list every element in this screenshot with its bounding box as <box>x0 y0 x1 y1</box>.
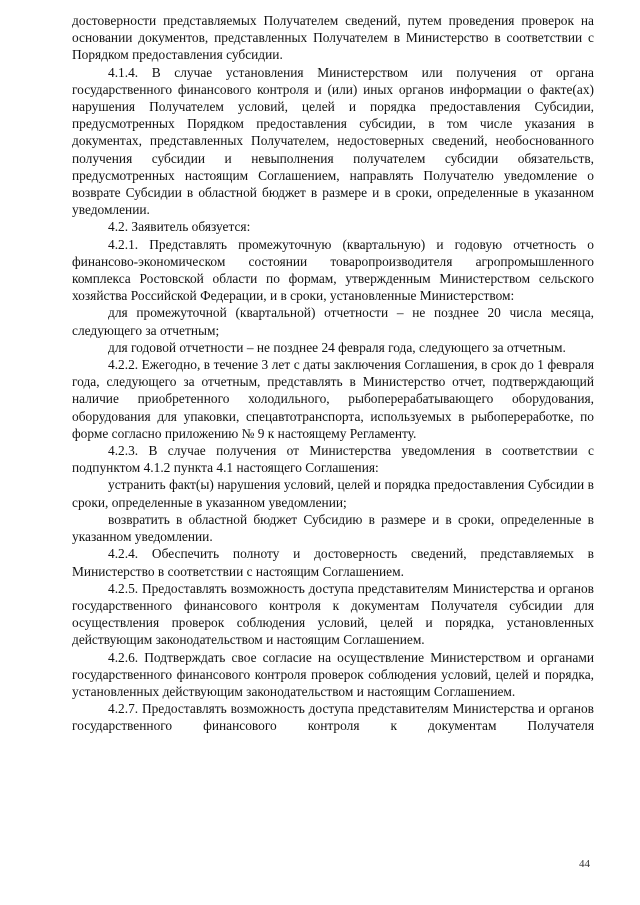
paragraph-return-subsidy: возвратить в областной бюджет Субсидию в размере и в сроки, определенные в указанном уведомлении. <box>72 511 594 545</box>
paragraph-4-2-5: 4.2.5. Предоставлять возможность доступа представителям Министерства и органов государственного финансового контроля к документам Получателя субсидии для осуществления проверок соблюдения условий, целей и порядка, установленных действующим законодательством и настоящим Соглашением. <box>72 580 594 648</box>
paragraph-4-2-7: 4.2.7. Предоставлять возможность доступа представителям Министерства и органов государственного финансового контроля к документам Получателя <box>72 701 594 734</box>
paragraph-4-2-4: 4.2.4. Обеспечить полноту и достоверность сведений, представляемых в Министерство в соответствии с настоящим Соглашением. <box>72 546 594 579</box>
paragraph-4-2-heading: 4.2. Заявитель обязуется: <box>108 219 251 235</box>
page-number: 44 <box>579 858 590 870</box>
paragraph-4-2-6: 4.2.6. Подтверждать свое согласие на осуществление Министерством и органами государственного финансового контроля проверок соблюдения условий, целей и порядка, установленных действующим законодательством и настоящим Соглашением. <box>72 649 594 699</box>
paragraph-4-2-1: 4.2.1. Представлять промежуточную (квартальную) и годовую отчетность о финансово-экономическом состоянии товаропроизводителя агропромышленного комплекса Ростовской области по формам, утвержденным Министерством сельского хозяйства Российской Федерации, и в сроки, установленные Министерством: <box>72 236 594 304</box>
paragraph-4-2-3: 4.2.3. В случае получения от Министерства уведомления в соответствии с подпунктом 4.1.2 пункта 4.1 настоящего Соглашения: <box>72 443 594 476</box>
paragraph-eliminate-violations: устранить факт(ы) нарушения условий, целей и порядка предоставления Субсидии в сроки, определенные в указанном уведомлении; <box>72 477 594 510</box>
paragraph-continuation: достоверности представляемых Получателем сведений, путем проведения проверок на основании документов, представленных Получателем в Министерство в соответствии с Порядком предоставления субсидии. <box>72 13 594 63</box>
paragraph-4-1-4: 4.1.4. В случае установления Министерством или получения от органа государственного финансового контроля и (или) иных органов информации о факте(ах) нарушения Получателем условий, целей и порядка предоставления Субсидии, предусмотренных Порядком предоставления субсидии, в том числе указания в документах, представленных Получателем, недостоверных сведений, необоснованного получения субсидии и невыполнения получателем субсидии обязательств, предусмотренных настоящим Соглашением, направлять Получателю уведомление о возврате Субсидии в областной бюджет в размере и в сроки, определенные в указанном уведомлении. <box>72 64 594 218</box>
paragraph-quarterly-deadline: для промежуточной (квартальной) отчетности – не позднее 20 числа месяца, следующего за отчетным; <box>72 305 594 338</box>
document-body <box>72 12 594 735</box>
paragraph-4-2-2: 4.2.2. Ежегодно, в течение 3 лет с даты заключения Соглашения, в срок до 1 февраля года, следующего за отчетным, представлять в Министерство отчет, подтверждающий наличие приобретенного холодильного, рыбоперерабатывающего оборудования, оборудования для упаковки, спецавтотранспорта, используемых в рыбопереработке, по форме согласно приложению № 9 к настоящему Регламенту. <box>72 357 594 441</box>
paragraph-annual-deadline: для годовой отчетности – не позднее 24 февраля года, следующего за отчетным. <box>108 339 566 355</box>
